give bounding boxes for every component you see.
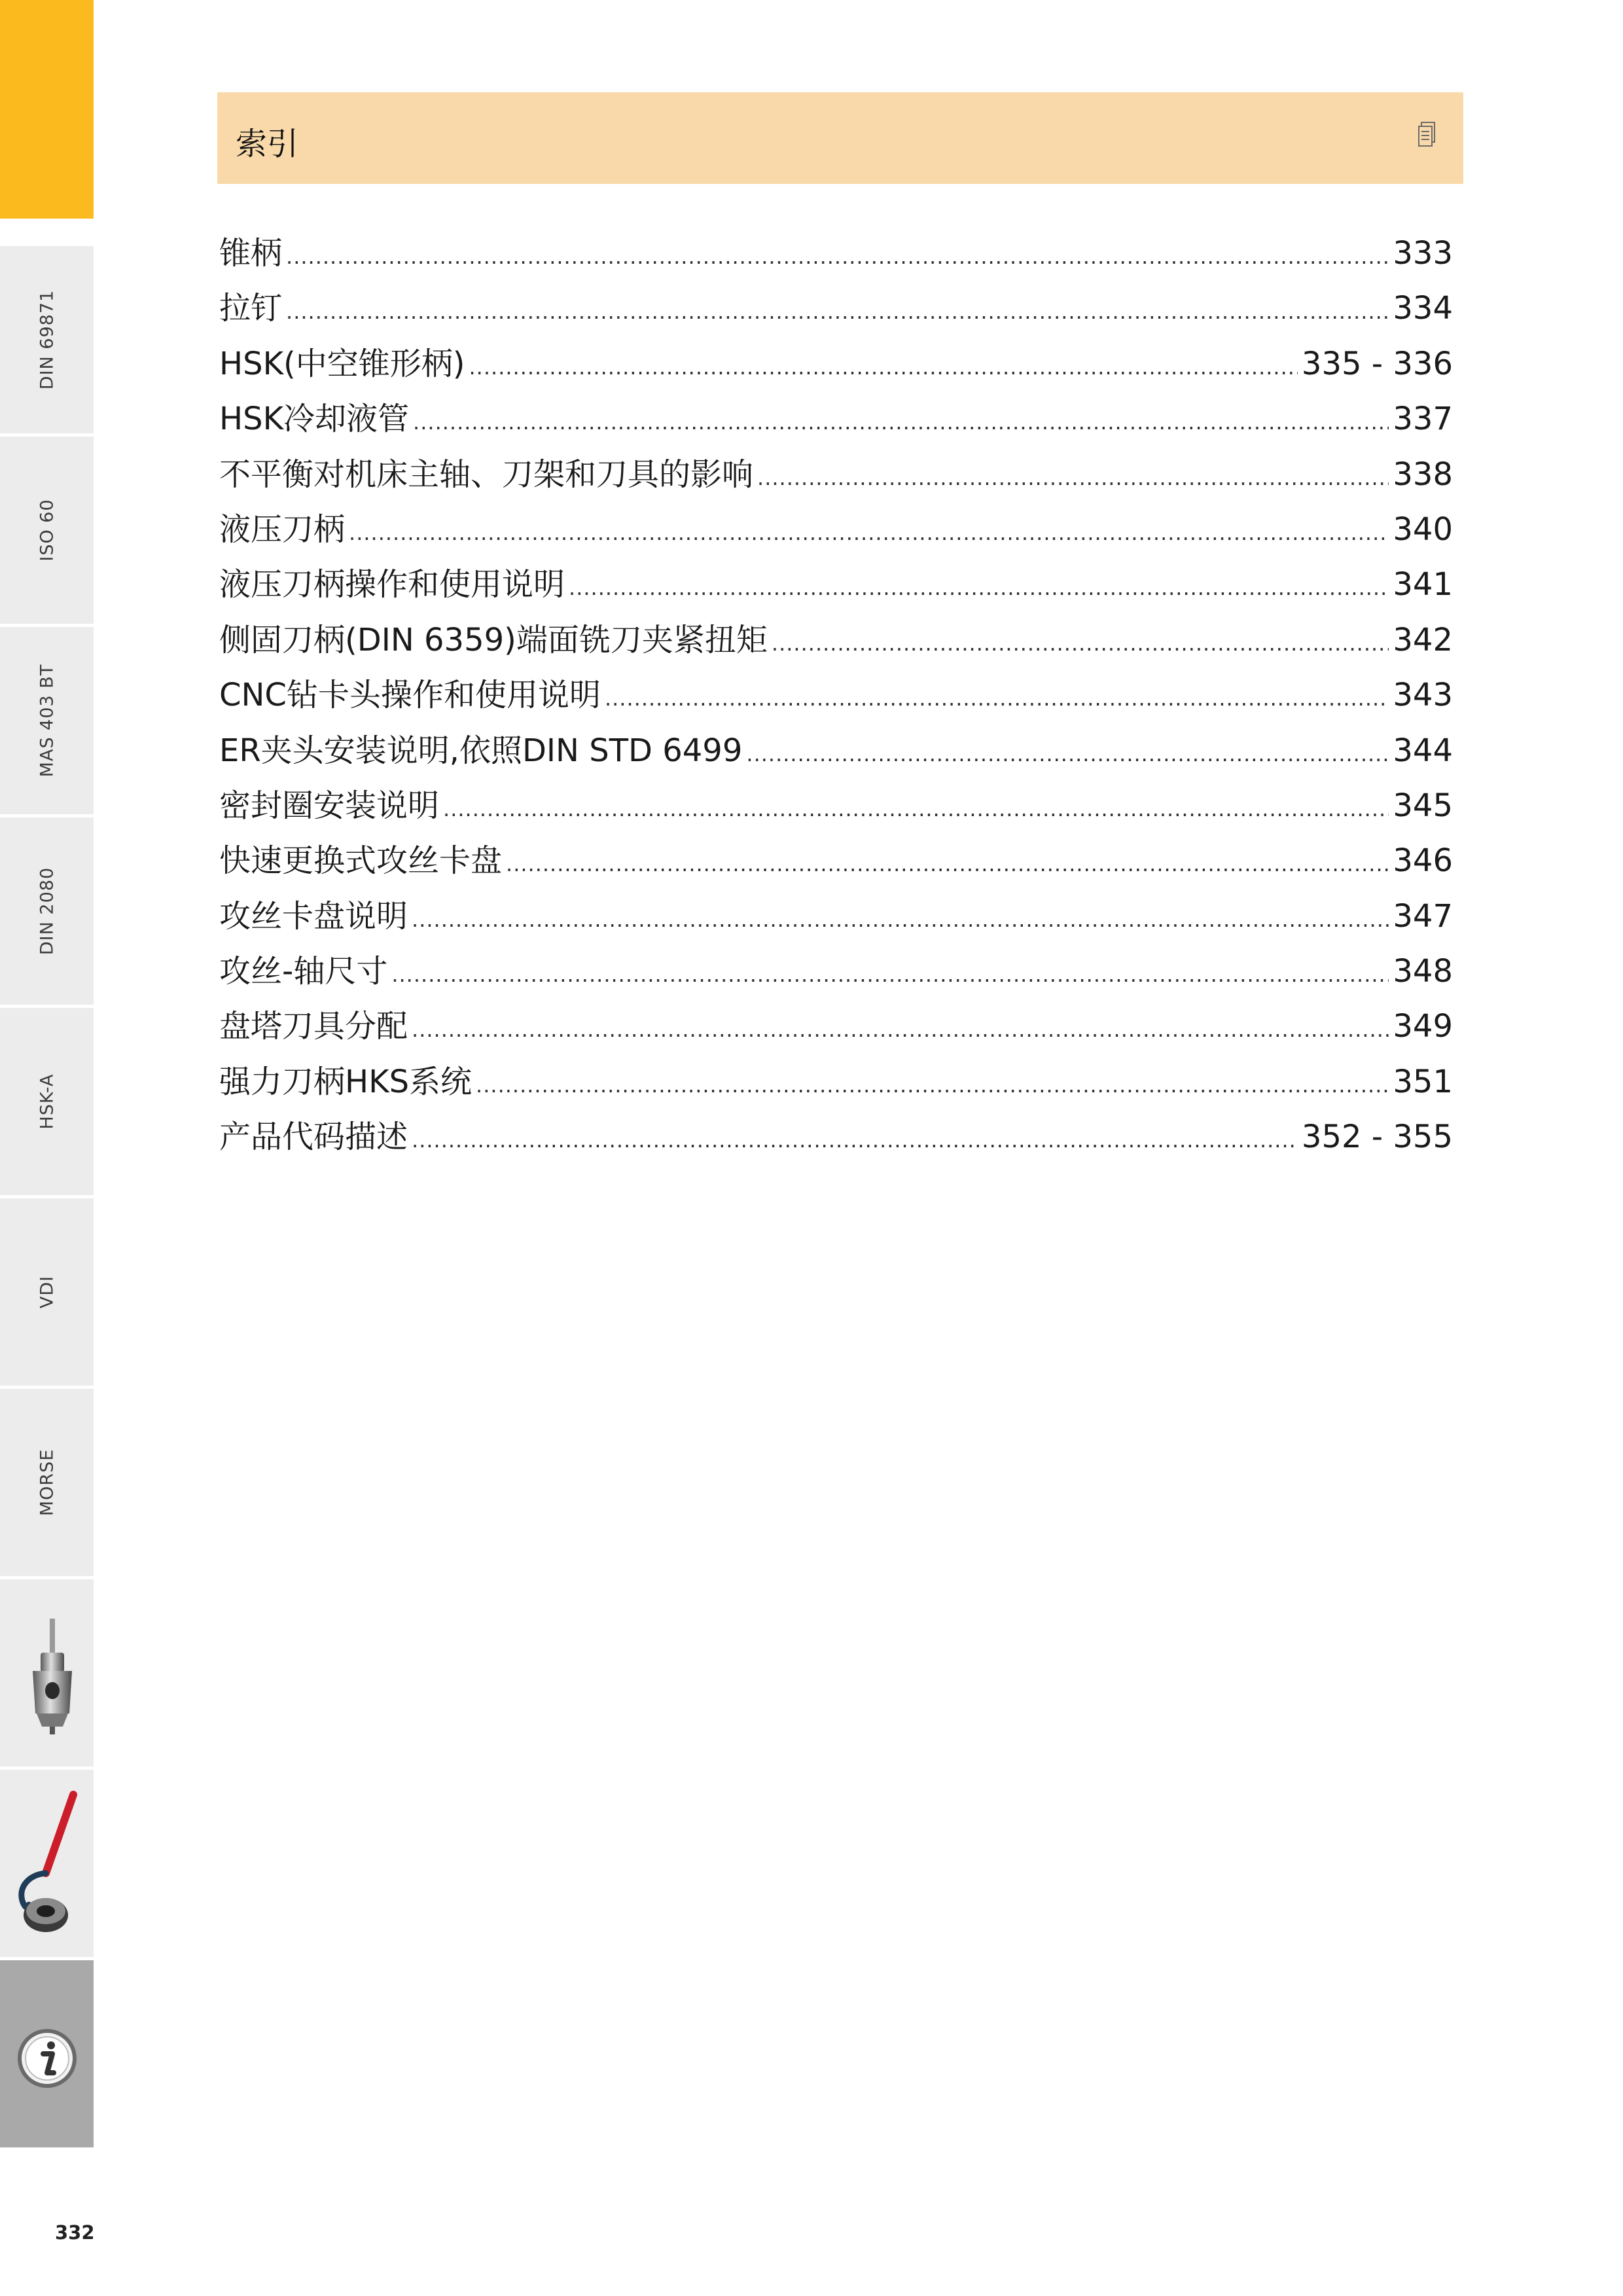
leader-dots	[286, 229, 1389, 284]
index-entry[interactable]	[219, 1054, 1453, 1109]
index-entry[interactable]	[219, 944, 1453, 999]
entry-pages: 341	[1393, 566, 1453, 603]
sidebar-tab-din-69871[interactable]	[0, 246, 94, 436]
index-entry[interactable]	[219, 613, 1453, 668]
page-number: 332	[55, 2221, 95, 2244]
sidebar-tab-label: HSK-A	[37, 1073, 57, 1130]
sidebar-tab-label: DIN 2080	[37, 867, 57, 956]
sidebar-tab-drill-chuck[interactable]	[0, 1579, 94, 1769]
sidebar-tab-hsk-a[interactable]	[0, 1008, 94, 1198]
entry-pages: 348	[1393, 953, 1453, 990]
entry-label: 不平衡对机床主轴、刀架和刀具的影响	[219, 456, 754, 493]
entry-pages: 347	[1393, 897, 1453, 935]
entry-pages: 345	[1393, 787, 1453, 824]
leader-dots	[413, 395, 1389, 450]
entry-label: 液压刀柄	[219, 511, 346, 548]
leader-dots	[412, 1002, 1389, 1057]
leader-dots	[506, 836, 1389, 891]
index-entry[interactable]	[219, 778, 1453, 833]
entry-label: 锥柄	[219, 235, 283, 272]
entry-pages: 343	[1393, 677, 1453, 714]
section-header	[217, 92, 1463, 184]
entry-pages: 342	[1393, 621, 1453, 658]
entry-pages: 352 - 355	[1301, 1119, 1453, 1156]
index-entry[interactable]	[219, 557, 1453, 612]
entry-label: 密封圈安装说明	[219, 787, 440, 824]
drill-chuck-icon	[0, 1579, 94, 1769]
sidebar	[0, 0, 94, 2296]
entry-pages: 334	[1393, 290, 1453, 327]
leader-dots	[443, 781, 1389, 836]
entry-pages: 349	[1393, 1008, 1453, 1045]
sidebar-tab-label: DIN 69871	[37, 289, 57, 390]
entry-pages: 338	[1393, 456, 1453, 493]
sidebar-tab-din-2080[interactable]	[0, 817, 94, 1007]
entry-pages: 344	[1393, 732, 1453, 769]
leader-dots	[391, 947, 1389, 1002]
index-entry[interactable]	[219, 336, 1453, 391]
leader-dots	[469, 340, 1298, 395]
entry-label: HSK(中空锥形柄)	[219, 345, 465, 382]
leader-dots	[286, 284, 1389, 339]
leader-dots	[757, 450, 1389, 505]
entry-pages: 351	[1393, 1063, 1453, 1100]
entry-label: 快速更换式攻丝卡盘	[219, 842, 503, 880]
entry-label: 盘塔刀具分配	[219, 1008, 408, 1045]
sidebar-tab-mas-403-bt[interactable]	[0, 627, 94, 817]
index-entry[interactable]	[219, 226, 1453, 281]
entry-pages: 335 - 336	[1301, 345, 1453, 382]
index-entry[interactable]	[219, 391, 1453, 446]
index-entry[interactable]	[219, 833, 1453, 888]
document-stack-icon	[1416, 121, 1437, 151]
entry-label: 侧固刀柄(DIN 6359)端面铣刀夹紧扭矩	[219, 621, 768, 658]
sidebar-tab-label: VDI	[37, 1275, 57, 1309]
index-list	[219, 226, 1453, 1165]
entry-label: HSK冷却液管	[219, 401, 410, 438]
leader-dots	[349, 505, 1389, 560]
hook-wrench-nut-icon	[0, 1770, 94, 1960]
entry-label: 产品代码描述	[219, 1119, 408, 1156]
sidebar-tab-vdi[interactable]	[0, 1198, 94, 1388]
leader-dots	[412, 1113, 1298, 1168]
entry-label: 液压刀柄操作和使用说明	[219, 566, 565, 603]
index-entry[interactable]	[219, 723, 1453, 778]
index-entry[interactable]	[219, 447, 1453, 502]
entry-label: 攻丝卡盘说明	[219, 897, 408, 935]
entry-pages: 346	[1393, 842, 1453, 880]
index-entry[interactable]	[219, 1109, 1453, 1164]
index-entry[interactable]	[219, 889, 1453, 944]
entry-label: ER夹头安装说明,依照DIN STD 6499	[219, 732, 743, 769]
info-icon	[0, 1960, 94, 2150]
sidebar-tab-label: MAS 403 BT	[37, 664, 57, 778]
entry-label: CNC钻卡头操作和使用说明	[219, 677, 601, 714]
section-title: 索引	[236, 126, 299, 162]
entry-label: 攻丝-轴尺寸	[219, 953, 388, 990]
index-entry[interactable]	[219, 999, 1453, 1054]
index-entry[interactable]	[219, 502, 1453, 557]
entry-label: 强力刀柄HKS系统	[219, 1063, 473, 1100]
entry-pages: 337	[1393, 401, 1453, 438]
index-entry[interactable]	[219, 281, 1453, 336]
entry-pages: 340	[1393, 511, 1453, 548]
sidebar-tab-label: ISO 60	[37, 499, 57, 562]
leader-dots	[569, 560, 1389, 615]
leader-dots	[746, 726, 1389, 781]
sidebar-tab-label: MORSE	[37, 1448, 57, 1516]
leader-dots	[772, 616, 1389, 671]
leader-dots	[476, 1058, 1389, 1113]
leader-dots	[412, 892, 1389, 947]
sidebar-tab-morse[interactable]	[0, 1389, 94, 1579]
sidebar-tab-wrench-nut[interactable]	[0, 1770, 94, 1960]
entry-label: 拉钉	[219, 290, 283, 327]
index-entry[interactable]	[219, 668, 1453, 723]
sidebar-tab-info[interactable]	[0, 1960, 94, 2150]
leader-dots	[605, 671, 1389, 726]
sidebar-accent-block	[0, 0, 94, 219]
entry-pages: 333	[1393, 235, 1453, 272]
sidebar-tab-iso-60[interactable]	[0, 437, 94, 626]
